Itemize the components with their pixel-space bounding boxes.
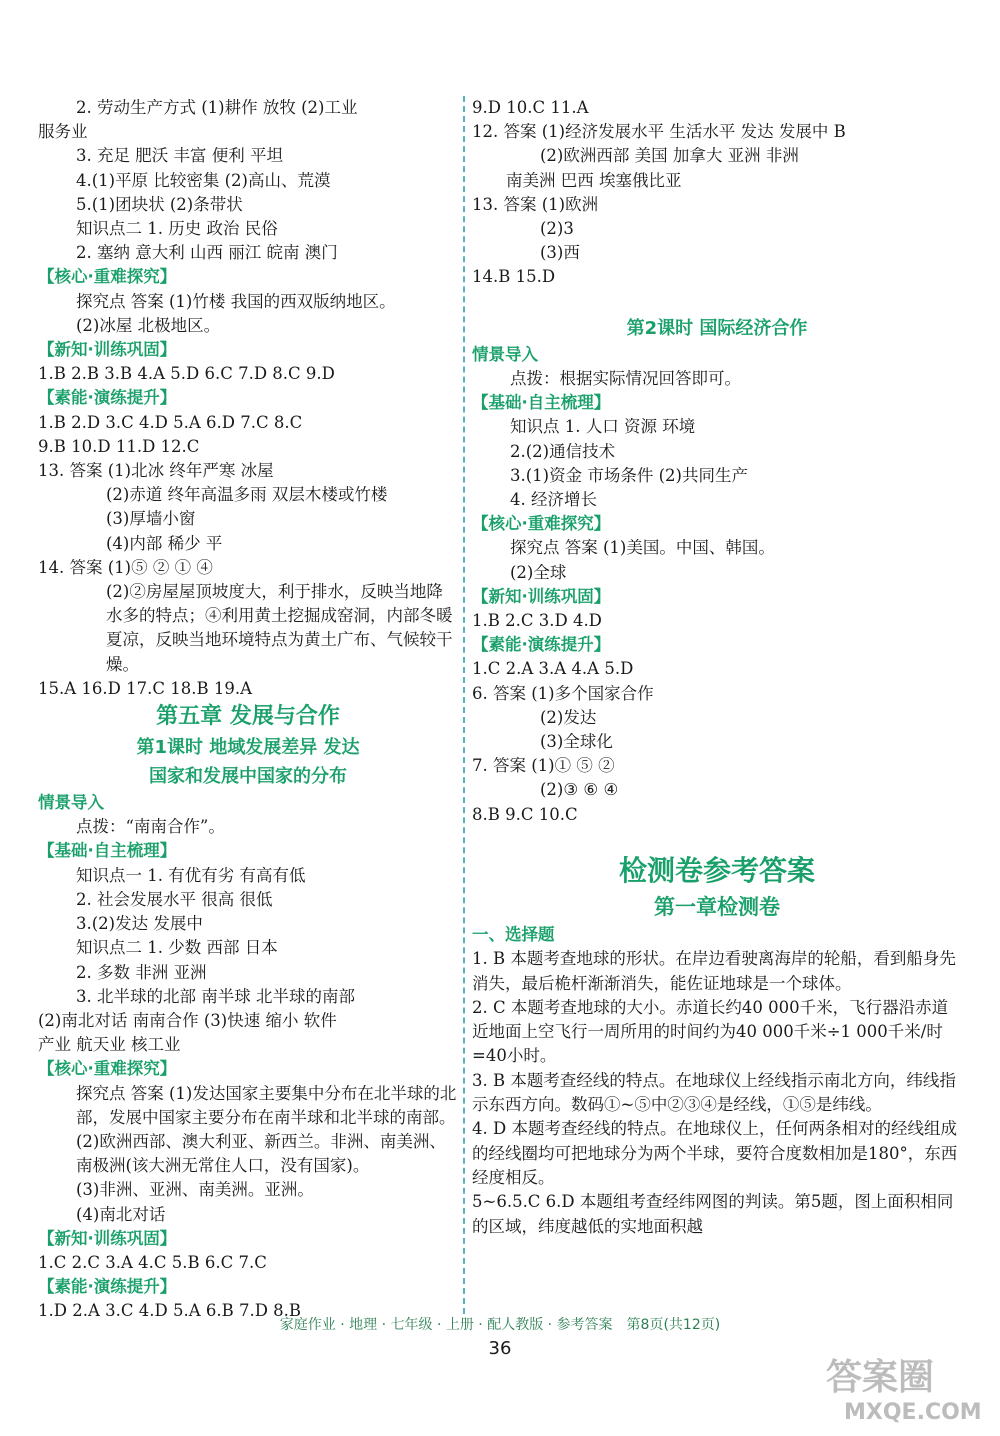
right-line: 2.(2)通信技术 — [510, 441, 616, 461]
left-line: 2. 多数 非洲 亚洲 — [76, 962, 207, 982]
right-lesson-title: 第2课时 国际经济合作 — [626, 317, 808, 339]
left-line: 2. 劳动生产方式 (1)耕作 放牧 (2)工业 — [76, 98, 358, 117]
left-section-heading: 【素能·演练提升】 — [38, 1277, 177, 1297]
left-line: 知识点二 1. 少数 西部 日本 — [76, 938, 278, 958]
right-line: 3.(1)资金 市场条件 (2)共同生产 — [510, 465, 748, 485]
left-line: 4.(1)平原 比较密集 (2)高山、荒漠 — [76, 170, 331, 190]
left-line: 1.C 2.C 3.A 4.C 5.B 6.C 7.C — [38, 1252, 267, 1272]
left-line: 5.(1)团块状 (2)条带状 — [76, 194, 243, 214]
right-line: 4. 经济增长 — [510, 490, 597, 510]
left-line: 9.B 10.D 11.D 12.C — [38, 436, 200, 456]
right-line: 探究点 答案 (1)美国。中国、韩国。 — [510, 538, 775, 558]
left-line: (4)南北对话 — [76, 1204, 166, 1224]
right-paragraph: 4. D 本题考查经线的特点。在地球仪上，任何两条相对的经线组成的经线圈均可把地球分为两个半球，要符合度数相加是180°，东西经度相反。 — [472, 1119, 958, 1187]
left-line: (2)赤道 终年高温多雨 双层木楼或竹楼 — [106, 485, 388, 505]
left-line: 1.B 2.B 3.B 4.A 5.D 6.C 7.D 8.C 9.D — [38, 364, 335, 384]
left-line: 知识点一 1. 有优有劣 有高有低 — [76, 865, 306, 885]
watermark-main: 答案圈 — [826, 1357, 935, 1398]
page-footer: 家庭作业 · 地理 · 七年级 · 上册 · 配人教版 · 参考答案 第8页(共12页) — [279, 1317, 721, 1333]
left-lesson-title: 国家和发展中国家的分布 — [149, 766, 347, 788]
left-section-heading: 【新知·训练巩固】 — [38, 340, 177, 360]
right-line — [472, 827, 962, 851]
column-divider — [463, 96, 465, 1314]
right-test-heading: 检测卷参考答案 — [618, 854, 815, 888]
left-line: 探究点 答案 (1)发达国家主要集中分布在北半球的北部，发展中国家主要分布在南半球和北半球的南部。 — [76, 1083, 457, 1127]
left-section-heading: 【核心·重难探究】 — [38, 1059, 177, 1079]
left-chapter-title: 第五章 发展与合作 — [156, 704, 340, 730]
right-section-heading: 情景导入 — [472, 344, 538, 364]
right-section-heading: 【新知·训练巩固】 — [472, 586, 611, 606]
left-line: (4)内部 稀少 平 — [106, 533, 223, 553]
right-paragraph: 3. B 本题考查经线的特点。在地球仪上经线指示南北方向，纬线指示东西方向。数码①~⑤中②③④是经线，①⑤是纬线。 — [472, 1070, 956, 1115]
left-line: 13. 答案 (1)北冰 终年严寒 冰屋 — [38, 461, 274, 481]
right-line: 点拨：根据实际情况回答即可。 — [510, 369, 741, 389]
left-line: 3. 北半球的北部 南半球 北半球的南部 — [76, 986, 355, 1006]
right-line: (3)全球化 — [540, 732, 613, 752]
right-line: 9.D 10.C 11.A — [472, 98, 589, 117]
right-line: 1.C 2.A 3.A 4.A 5.D — [472, 659, 634, 679]
right-line: (2)③ ⑥ ④ — [540, 780, 619, 800]
left-line: 1.B 2.D 3.C 4.D 5.A 6.D 7.C 8.C — [38, 412, 303, 432]
left-lesson-title: 第1课时 地域发展差异 发达 — [136, 737, 360, 759]
right-line: (2)全球 — [510, 562, 567, 582]
right-line: 6. 答案 (1)多个国家合作 — [472, 683, 654, 703]
left-line: (2)冰屋 北极地区。 — [76, 315, 221, 335]
left-line: 2. 社会发展水平 很高 很低 — [76, 889, 273, 909]
right-line — [472, 290, 962, 314]
right-paragraph: 2. C 本题考查地球的大小。赤道长约40 000千米，飞行器沿赤道近地面上空飞行一周所用的时间约为40 000千米÷1 000千米/时=40小时。 — [472, 997, 949, 1066]
right-line: 8.B 9.C 10.C — [472, 804, 578, 824]
left-section-heading: 【素能·演练提升】 — [38, 388, 177, 408]
watermark-logo — [826, 1356, 991, 1430]
left-section-heading: 情景导入 — [38, 793, 104, 813]
left-section-heading: 【基础·自主梳理】 — [38, 841, 177, 861]
right-section-heading: 一、选择题 — [472, 925, 555, 945]
left-line: 知识点二 1. 历史 政治 民俗 — [76, 219, 278, 239]
right-line: (2)发达 — [540, 707, 597, 727]
left-line: 1.D 2.A 3.C 4.D 5.A 6.B 7.D 8.B — [38, 1301, 302, 1321]
right-test-subheading: 第一章检测卷 — [654, 895, 780, 920]
left-line: 产业 航天业 核工业 — [38, 1035, 181, 1055]
right-line: 13. 答案 (1)欧洲 — [472, 194, 599, 214]
left-line: 15.A 16.D 17.C 18.B 19.A — [38, 678, 252, 698]
left-line: 3.(2)发达 发展中 — [76, 914, 203, 934]
left-section-heading: 【新知·训练巩固】 — [38, 1228, 177, 1248]
right-line: (3)西 — [540, 243, 580, 263]
right-line: 12. 答案 (1)经济发展水平 生活水平 发达 发展中 B — [472, 122, 846, 142]
left-line: 14. 答案 (1)⑤ ② ① ④ — [38, 557, 213, 577]
left-line: 2. 塞纳 意大利 山西 丽江 皖南 澳门 — [76, 243, 338, 263]
left-section-heading: 【核心·重难探究】 — [38, 267, 177, 287]
left-line: 点拨：“南南合作”。 — [76, 817, 225, 837]
left-line: 3. 充足 肥沃 丰富 便利 平坦 — [76, 146, 283, 166]
right-section-heading: 【基础·自主梳理】 — [472, 393, 611, 413]
left-line: (3)非洲、亚洲、南美洲。亚洲。 — [76, 1180, 314, 1200]
left-line: (2)南北对话 南南合作 (3)快速 缩小 软件 — [38, 1010, 337, 1030]
right-paragraph: 1. B 本题考查地球的形状。在岸边看驶离海岸的轮船，看到船身先消失，最后桅杆渐渐消失，能佐证地球是一个球体。 — [472, 949, 956, 993]
right-line: 知识点 1. 人口 资源 环境 — [510, 417, 696, 437]
page-number: 36 — [488, 1338, 512, 1359]
left-line: 探究点 答案 (1)竹楼 我国的西双版纳地区。 — [76, 291, 396, 311]
left-column — [38, 96, 458, 1324]
right-line: 南美洲 巴西 埃塞俄比亚 — [506, 170, 682, 190]
right-line: (2)欧洲西部 美国 加拿大 亚洲 非洲 — [540, 146, 799, 166]
left-line: (2)欧洲西部、澳大利亚、新西兰。非洲、南美洲、南极洲(该大洲无常住人口，没有国家)。 — [76, 1131, 446, 1176]
left-line: 服务业 — [38, 122, 88, 142]
right-line: (2)3 — [540, 219, 574, 239]
right-section-heading: 【素能·演练提升】 — [472, 635, 611, 655]
left-line: (2)②房屋屋顶坡度大，利于排水，反映当地降水多的特点；④利用黄土挖掘成窑洞，内部冬暖夏凉，反映当地环境特点为黄土广布、气候较干燥。 — [106, 582, 453, 674]
left-line: (3)厚墙小窗 — [106, 509, 196, 529]
right-column — [472, 96, 962, 1239]
right-line: 7. 答案 (1)① ⑤ ② — [472, 756, 615, 776]
right-line: 14.B 15.D — [472, 267, 556, 287]
right-paragraph: 5~6.5.C 6.D 本题组考查经纬网图的判读。第5题，图上面积相同的区域，纬度越低的实地面积越 — [472, 1192, 954, 1236]
right-line: 1.B 2.C 3.D 4.D — [472, 611, 602, 631]
right-section-heading: 【核心·重难探究】 — [472, 514, 611, 534]
watermark-sub: MXQE.COM — [844, 1400, 982, 1425]
